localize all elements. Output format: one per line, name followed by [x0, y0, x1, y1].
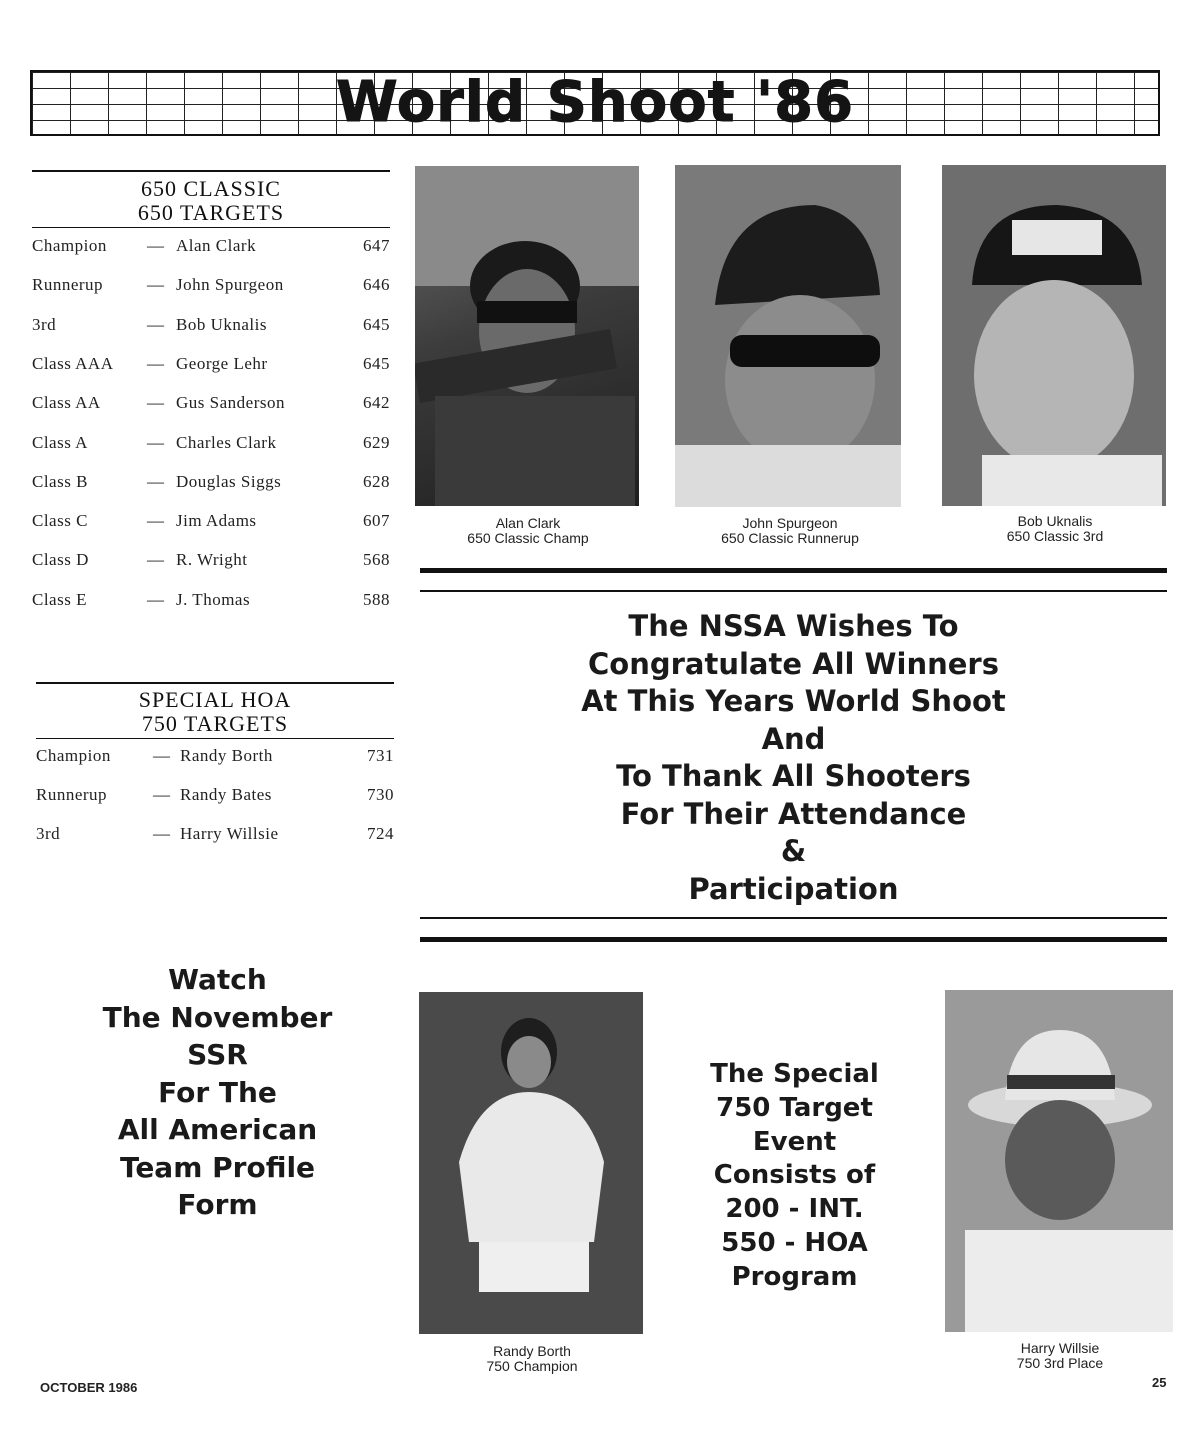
shooter-name: R. Wright — [176, 550, 248, 570]
message-line: 550 - HOA — [721, 1227, 868, 1258]
special-heading-line1: SPECIAL HOA — [138, 687, 292, 712]
separator-dash: — — [153, 746, 171, 765]
placing-label: Class A — [32, 432, 88, 452]
special-table-heading — [36, 688, 394, 736]
caption-line: 650 Classic Champ — [467, 530, 589, 546]
person-photo-icon — [415, 166, 639, 506]
shooter-name: Alan Clark — [176, 236, 257, 255]
separator-dash: — — [147, 353, 165, 373]
shooter-name: Douglas Siggs — [176, 471, 282, 491]
special-event-message — [672, 1058, 917, 1295]
message-line: The Special — [710, 1059, 879, 1089]
placing-label: Class AA — [32, 393, 101, 413]
special-table-heading-rule — [36, 738, 394, 739]
person-photo-icon — [675, 165, 901, 507]
message-line: Participation — [688, 871, 899, 906]
separator-dash: — — [153, 824, 171, 843]
placing-label: Champion — [32, 236, 107, 255]
message-line: The NSSA Wishes To — [628, 609, 959, 643]
classic-table-heading-rule — [32, 227, 390, 228]
caption-line: 650 Classic 3rd — [1006, 528, 1104, 544]
shooter-name: Bob Uknalis — [176, 314, 267, 334]
person-photo-icon — [945, 990, 1173, 1332]
placing-label: Class C — [32, 511, 88, 531]
score-value: 588 — [363, 589, 390, 609]
caption-john-spurgeon — [690, 516, 890, 546]
table-row — [32, 315, 402, 345]
separator-dash: — — [147, 314, 165, 334]
placing-label: Champion — [36, 746, 111, 765]
issue-date: OCTOBER 1986 — [40, 1380, 138, 1395]
placing-label: Class D — [32, 550, 89, 570]
score-value: 647 — [363, 236, 390, 255]
caption-line: 750 Champion — [486, 1358, 578, 1374]
score-value: 629 — [363, 432, 390, 452]
table-row — [32, 433, 402, 463]
photo-harry-willsie — [945, 990, 1173, 1332]
photo-bob-uknalis — [942, 165, 1166, 506]
person-photo-icon — [419, 992, 643, 1334]
caption-line: Harry Willsie — [1020, 1340, 1100, 1356]
shooter-name: John Spurgeon — [176, 275, 284, 295]
divider-heavy — [420, 568, 1167, 573]
caption-alan-clark — [430, 516, 626, 546]
shooter-name: George Lehr — [176, 353, 268, 373]
score-value: 607 — [363, 511, 390, 531]
placing-label: Runnerup — [36, 785, 108, 804]
message-line: To Thank All Shooters — [616, 759, 971, 793]
classic-table-heading — [32, 177, 390, 225]
message-line: Congratulate All Winners — [588, 646, 999, 681]
table-row — [32, 590, 402, 620]
table-row — [36, 746, 406, 776]
page-number: 25 — [1152, 1375, 1167, 1390]
table-row — [32, 354, 402, 384]
divider-thin — [420, 917, 1167, 919]
separator-dash: — — [153, 785, 171, 804]
special-heading-line2: 750 TARGETS — [141, 711, 289, 736]
shooter-name: Gus Sanderson — [176, 393, 285, 413]
message-line: For The — [158, 1075, 277, 1109]
shooter-name: J. Thomas — [176, 589, 251, 609]
shooter-name: Randy Borth — [180, 746, 273, 765]
separator-dash: — — [147, 589, 165, 609]
message-line: Watch — [168, 963, 267, 996]
shooter-name: Harry Willsie — [180, 824, 279, 843]
separator-dash: — — [147, 511, 165, 531]
placing-label: 3rd — [32, 314, 57, 334]
photo-alan-clark — [415, 166, 639, 506]
placing-label: Class AAA — [32, 353, 114, 373]
message-line: All American — [117, 1113, 318, 1146]
caption-line: John Spurgeon — [742, 515, 838, 531]
caption-bob-uknalis — [955, 514, 1155, 544]
table-row — [32, 393, 402, 423]
title-banner — [30, 70, 1160, 136]
caption-harry-willsie — [960, 1341, 1160, 1371]
message-line: Program — [731, 1261, 858, 1292]
message-line: & — [780, 834, 807, 868]
table-row — [36, 824, 406, 854]
score-value: 731 — [367, 746, 394, 765]
message-line: Team Profile — [119, 1150, 316, 1184]
special-table-top-rule — [36, 682, 394, 684]
caption-line: Randy Borth — [493, 1343, 571, 1359]
separator-dash: — — [147, 471, 165, 491]
caption-line: Bob Uknalis — [1017, 513, 1093, 529]
score-value: 730 — [367, 785, 394, 804]
table-row — [32, 511, 402, 541]
placing-label: Class E — [32, 589, 87, 609]
message-line: 750 Target — [716, 1092, 873, 1123]
separator-dash: — — [147, 236, 165, 255]
message-line: For Their Attendance — [620, 796, 967, 831]
message-line: SSR — [187, 1038, 248, 1071]
shooter-name: Jim Adams — [176, 511, 257, 531]
score-value: 642 — [363, 393, 390, 413]
message-line: Consists of — [713, 1160, 876, 1191]
classic-heading-line1: 650 CLASSIC — [141, 176, 281, 201]
divider-heavy — [420, 937, 1167, 942]
score-value: 628 — [363, 471, 390, 491]
table-row — [32, 472, 402, 502]
separator-dash: — — [147, 393, 165, 413]
separator-dash: — — [147, 275, 165, 295]
score-value: 724 — [367, 824, 394, 843]
table-row — [32, 550, 402, 580]
message-line: Event — [752, 1126, 837, 1157]
separator-dash: — — [147, 550, 165, 570]
score-value: 568 — [363, 550, 390, 570]
message-line: The November — [102, 1000, 333, 1034]
caption-line: 650 Classic Runnerup — [721, 530, 859, 546]
table-row — [32, 275, 402, 305]
caption-line: Alan Clark — [495, 515, 561, 531]
message-line: 200 - INT. — [725, 1194, 864, 1225]
table-row — [32, 236, 402, 266]
score-value: 645 — [363, 314, 390, 334]
photo-john-spurgeon — [675, 165, 901, 507]
score-value: 646 — [363, 275, 390, 295]
shooter-name: Randy Bates — [180, 785, 272, 804]
person-photo-icon — [942, 165, 1166, 506]
score-value: 645 — [363, 353, 390, 373]
placing-label: Runnerup — [32, 275, 104, 295]
page-title: World Shoot '86 — [335, 70, 855, 135]
classic-table-top-rule — [32, 170, 390, 172]
message-line: At This Years World Shoot — [581, 684, 1006, 718]
divider-thin — [420, 590, 1167, 592]
separator-dash: — — [147, 432, 165, 452]
caption-randy-borth — [432, 1344, 632, 1374]
congratulations-message — [420, 608, 1167, 908]
table-row — [36, 785, 406, 815]
message-line: Form — [177, 1188, 258, 1221]
shooter-name: Charles Clark — [176, 432, 277, 452]
placing-label: Class B — [32, 471, 88, 491]
photo-randy-borth — [419, 992, 643, 1334]
classic-heading-line2: 650 TARGETS — [137, 200, 285, 225]
caption-line: 750 3rd Place — [1016, 1355, 1104, 1371]
placing-label: 3rd — [36, 824, 61, 843]
watch-message — [60, 961, 375, 1224]
message-line: And — [761, 721, 826, 756]
